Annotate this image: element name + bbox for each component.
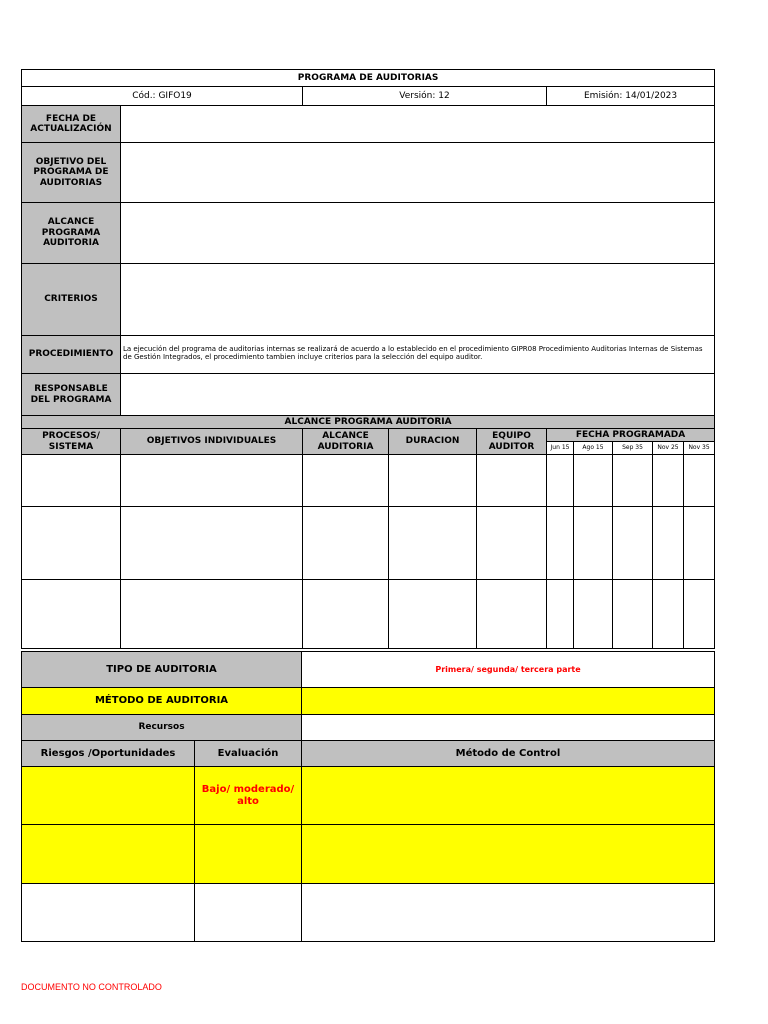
tipo-auditoria-value[interactable]: Primera/ segunda/ tercera parte — [302, 652, 715, 688]
audit-details-table — [21, 651, 715, 942]
evaluacion-hint[interactable]: Bajo/ moderado/ alto — [195, 767, 302, 825]
date-col-1: Jun 15 — [547, 442, 574, 455]
col-metodo-control: Método de Control — [302, 741, 715, 767]
table-cell[interactable] — [477, 580, 547, 649]
date-col-5: Nov 35 — [684, 442, 715, 455]
col-objetivos: OBJETIVOS INDIVIDUALES — [121, 429, 303, 455]
procedimiento-text: La ejecución del programa de auditorias internas se realizará de acuerdo a lo establecido en el procedimiento GIPR08 Procedimiento Auditorias Internas de Sistemas de Gestión Integrados, el procedimiento tambien incluye criterios para la selección del equipo auditor. — [121, 336, 715, 374]
table-cell[interactable] — [547, 580, 574, 649]
document-emission: Emisión: 14/01/2023 — [547, 87, 715, 106]
date-col-2: Ago 15 — [574, 442, 613, 455]
fecha-actualizacion-field[interactable] — [121, 106, 715, 143]
table-cell[interactable] — [684, 580, 715, 649]
date-col-3: Sep 35 — [613, 442, 653, 455]
alcance-label: ALCANCE PROGRAMA AUDITORIA — [22, 203, 121, 264]
table-row — [22, 767, 715, 825]
table-row — [22, 507, 715, 580]
table-cell[interactable] — [121, 507, 303, 580]
table-cell[interactable] — [121, 580, 303, 649]
table-cell[interactable] — [613, 455, 653, 507]
table-cell[interactable] — [22, 580, 121, 649]
table-cell[interactable] — [303, 455, 389, 507]
table-cell[interactable] — [574, 580, 613, 649]
evaluacion-cell[interactable] — [195, 825, 302, 884]
fecha-actualizacion-label: FECHA DE ACTUALIZACIÓN — [22, 106, 121, 143]
table-cell[interactable] — [613, 580, 653, 649]
col-fecha-programada: FECHA PROGRAMADA — [547, 429, 715, 442]
col-procesos: PROCESOS/ SISTEMA — [22, 429, 121, 455]
table-cell[interactable] — [653, 507, 684, 580]
table-cell[interactable] — [477, 507, 547, 580]
table-cell[interactable] — [547, 455, 574, 507]
table-cell[interactable] — [613, 507, 653, 580]
responsable-field[interactable] — [121, 374, 715, 416]
table-cell[interactable] — [684, 507, 715, 580]
table-row — [22, 455, 715, 507]
criterios-field[interactable] — [121, 264, 715, 336]
table-cell[interactable] — [121, 455, 303, 507]
table-row — [22, 825, 715, 884]
metodo-auditoria-value[interactable] — [302, 688, 715, 715]
table-cell[interactable] — [574, 455, 613, 507]
scope-table-title: ALCANCE PROGRAMA AUDITORIA — [22, 416, 715, 429]
objetivo-field[interactable] — [121, 143, 715, 203]
recursos-label: Recursos — [22, 715, 302, 741]
uncontrolled-document-notice: DOCUMENTO NO CONTROLADO — [21, 982, 162, 992]
metodo-auditoria-label: MÉTODO DE AUDITORIA — [22, 688, 302, 715]
table-cell[interactable] — [303, 580, 389, 649]
date-col-4: Nov 25 — [653, 442, 684, 455]
control-cell[interactable] — [302, 825, 715, 884]
table-cell[interactable] — [22, 507, 121, 580]
table-cell[interactable] — [547, 507, 574, 580]
table-cell[interactable] — [653, 455, 684, 507]
table-cell[interactable] — [684, 455, 715, 507]
table-cell[interactable] — [22, 455, 121, 507]
col-evaluacion: Evaluación — [195, 741, 302, 767]
riesgo-cell[interactable] — [22, 825, 195, 884]
riesgo-cell[interactable] — [22, 767, 195, 825]
col-equipo: EQUIPO AUDITOR — [477, 429, 547, 455]
document-code: Cód.: GIFO19 — [22, 87, 303, 106]
objetivo-label: OBJETIVO DEL PROGRAMA DE AUDITORIAS — [22, 143, 121, 203]
table-cell[interactable] — [389, 507, 477, 580]
table-cell[interactable] — [574, 507, 613, 580]
col-riesgos: Riesgos /Oportunidades — [22, 741, 195, 767]
evaluacion-cell[interactable] — [195, 884, 302, 942]
audit-program-form — [21, 69, 715, 649]
table-cell[interactable] — [303, 507, 389, 580]
document-version: Versión: 12 — [303, 87, 547, 106]
procedimiento-label: PROCEDIMIENTO — [22, 336, 121, 374]
table-cell[interactable] — [389, 455, 477, 507]
col-alcance: ALCANCE AUDITORIA — [303, 429, 389, 455]
table-cell[interactable] — [653, 580, 684, 649]
criterios-label: CRITERIOS — [22, 264, 121, 336]
tipo-auditoria-label: TIPO DE AUDITORIA — [22, 652, 302, 688]
alcance-field[interactable] — [121, 203, 715, 264]
control-cell[interactable] — [302, 884, 715, 942]
table-cell[interactable] — [477, 455, 547, 507]
table-row — [22, 884, 715, 942]
recursos-value[interactable] — [302, 715, 715, 741]
form-title: PROGRAMA DE AUDITORIAS — [22, 70, 715, 87]
table-cell[interactable] — [389, 580, 477, 649]
riesgo-cell[interactable] — [22, 884, 195, 942]
responsable-label: RESPONSABLE DEL PROGRAMA — [22, 374, 121, 416]
control-cell[interactable] — [302, 767, 715, 825]
table-row — [22, 580, 715, 649]
col-duracion: DURACION — [389, 429, 477, 455]
